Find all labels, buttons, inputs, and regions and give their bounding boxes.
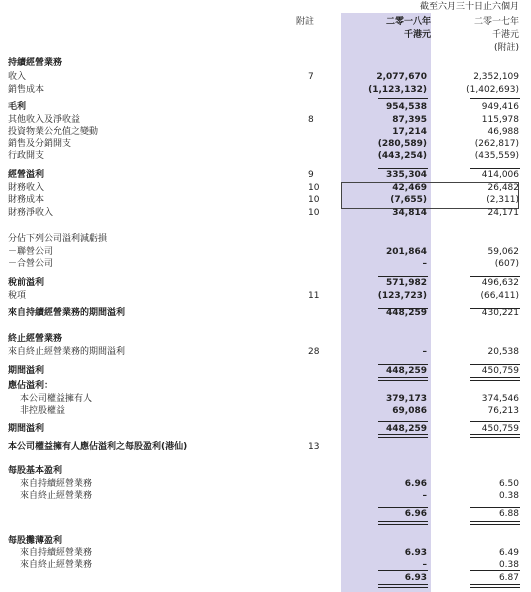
- row-label: 稅前溢利: [8, 278, 45, 288]
- row-value-2018: 954,538: [386, 102, 427, 112]
- row-note: 28: [308, 347, 320, 357]
- rule: [378, 98, 428, 99]
- row-value-2017: 20,538: [487, 347, 519, 357]
- row-label: 來自終止經營業務: [20, 560, 93, 570]
- row-label: 銷售及分銷開支: [8, 139, 72, 149]
- rule: [470, 421, 520, 422]
- row-value-2018: 42,469: [392, 183, 427, 193]
- rule: [470, 364, 520, 365]
- row-value-2017: 6.87: [498, 573, 519, 583]
- col-2017-restated-note: (附註): [493, 43, 519, 53]
- row-note: 11: [308, 291, 320, 301]
- row-value-2017: 0.38: [498, 491, 519, 501]
- row-value-2018: 6.96: [404, 479, 427, 489]
- row-value-2017: 115,978: [481, 115, 519, 125]
- row-label: －聯營公司: [8, 247, 54, 257]
- row-value-2018: 448,259: [386, 424, 427, 434]
- row-value-2018: (443,254): [377, 151, 427, 161]
- row-value-2018: 379,173: [386, 394, 427, 404]
- double-rule: [470, 584, 520, 588]
- row-value-2018: 34,814: [392, 208, 427, 218]
- row-label: 經營溢利: [8, 170, 45, 180]
- double-rule: [378, 434, 428, 438]
- row-label: －合營公司: [8, 259, 54, 269]
- row-value-2017: 450,759: [481, 424, 519, 434]
- row-value-2017: 6.50: [498, 479, 519, 489]
- row-label: 終止經營業務: [8, 334, 63, 344]
- row-value-2017: 430,221: [481, 308, 519, 318]
- row-label: 分佔下列公司溢利減虧損: [8, 234, 108, 244]
- note-column-heading: 附註: [296, 17, 315, 27]
- row-label: 應佔溢利：: [8, 381, 54, 391]
- row-value-2018: 335,304: [386, 170, 427, 180]
- row-label: 毛利: [8, 102, 27, 112]
- row-value-2017: (435,559): [474, 151, 519, 161]
- row-value-2017: 450,759: [481, 366, 519, 376]
- row-value-2017: 76,213: [487, 406, 519, 416]
- row-value-2017: 24,171: [487, 208, 519, 218]
- row-label: 持續經營業務: [8, 58, 63, 68]
- rule: [378, 507, 428, 508]
- double-rule: [378, 521, 428, 525]
- row-label: 財務成本: [8, 195, 45, 205]
- row-value-2018: (1,123,132): [368, 85, 427, 95]
- row-value-2018: 571,982: [386, 278, 427, 288]
- row-label: 銷售成本: [8, 85, 45, 95]
- current-period-column-shading: [341, 13, 431, 592]
- row-label: 每股攤薄盈利: [8, 536, 63, 546]
- row-label: 來自終止經營業務: [20, 491, 93, 501]
- row-note: 10: [308, 195, 320, 205]
- row-value-2018: (7,655): [390, 195, 427, 205]
- rule: [378, 570, 428, 571]
- row-note: 9: [308, 170, 314, 180]
- row-label: 每股基本盈利: [8, 466, 63, 476]
- row-value-2018: –: [422, 259, 427, 269]
- rule: [378, 168, 428, 169]
- row-label: 本公司權益擁有人應佔溢利之每股盈利(港仙): [8, 442, 188, 452]
- rule: [470, 570, 520, 571]
- row-value-2018: 17,214: [392, 127, 427, 137]
- double-rule: [470, 434, 520, 438]
- col-2017-unit: 千港元: [491, 30, 519, 40]
- rule: [470, 308, 520, 309]
- row-label: 財務淨收入: [8, 208, 54, 218]
- row-value-2017: 496,632: [481, 278, 519, 288]
- row-value-2017: 414,006: [481, 170, 519, 180]
- double-rule: [470, 521, 520, 525]
- row-value-2018: 448,259: [386, 308, 427, 318]
- rule: [470, 98, 520, 99]
- row-value-2018: 6.96: [404, 509, 427, 519]
- row-value-2017: (607): [494, 259, 519, 269]
- row-value-2017: 6.49: [498, 548, 519, 558]
- row-note: 13: [308, 442, 320, 452]
- col-2018-heading: 二零一八年: [385, 17, 431, 27]
- row-label: 投資物業公允值之變動: [8, 127, 99, 137]
- col-2018-unit: 千港元: [403, 30, 431, 40]
- rule: [378, 421, 428, 422]
- row-label: 來自持續經營業務的期間溢利: [8, 308, 126, 318]
- rule: [470, 507, 520, 508]
- row-note: 8: [308, 115, 314, 125]
- row-label: 收入: [8, 72, 27, 82]
- row-value-2017: 46,988: [487, 127, 519, 137]
- rule: [470, 168, 520, 169]
- row-value-2017: (2,311): [486, 195, 519, 205]
- row-label: 來自終止經營業務的期間溢利: [8, 347, 126, 357]
- row-label: 財務收入: [8, 183, 45, 193]
- row-value-2018: –: [422, 491, 427, 501]
- row-label: 其他收入及淨收益: [8, 115, 81, 125]
- row-value-2017: 374,546: [481, 394, 519, 404]
- rule: [378, 276, 428, 277]
- row-note: 7: [308, 72, 314, 82]
- double-rule: [378, 584, 428, 588]
- row-label: 來自持續經營業務: [20, 548, 93, 558]
- rule: [378, 308, 428, 309]
- rule: [378, 364, 428, 365]
- row-value-2017: (1,402,693): [466, 85, 519, 95]
- row-value-2018: –: [422, 560, 427, 570]
- row-value-2017: 59,062: [487, 247, 519, 257]
- row-value-2017: 26,482: [487, 183, 519, 193]
- row-value-2018: (280,589): [377, 139, 427, 149]
- row-label: 期間溢利: [8, 366, 45, 376]
- row-value-2018: (123,723): [377, 291, 427, 301]
- row-label: 非控股權益: [20, 406, 66, 416]
- row-value-2018: 201,864: [386, 247, 427, 257]
- row-value-2018: 6.93: [404, 548, 427, 558]
- row-value-2018: 87,395: [392, 115, 427, 125]
- row-value-2017: 0.38: [498, 560, 519, 570]
- double-rule: [378, 377, 428, 381]
- row-value-2017: 2,352,109: [473, 72, 519, 82]
- row-value-2018: 69,086: [392, 406, 427, 416]
- row-value-2017: (66,411): [480, 291, 519, 301]
- row-value-2017: (262,817): [474, 139, 519, 149]
- row-label: 稅項: [8, 291, 27, 301]
- row-note: 10: [308, 183, 320, 193]
- row-value-2017: 6.88: [498, 509, 519, 519]
- row-value-2018: 6.93: [404, 573, 427, 583]
- row-value-2017: 949,416: [481, 102, 519, 112]
- col-2017-heading: 二零一七年: [473, 17, 519, 27]
- row-value-2018: 448,259: [386, 366, 427, 376]
- period-heading: 截至六月三十日止六個月: [419, 2, 519, 12]
- row-value-2018: –: [422, 347, 427, 357]
- row-note: 10: [308, 208, 320, 218]
- row-label: 期間溢利: [8, 424, 45, 434]
- row-label: 來自持續經營業務: [20, 479, 93, 489]
- double-rule: [470, 377, 520, 381]
- row-value-2018: 2,077,670: [376, 72, 427, 82]
- rule: [470, 276, 520, 277]
- row-label: 行政開支: [8, 151, 45, 161]
- row-label: 本公司權益擁有人: [20, 394, 93, 404]
